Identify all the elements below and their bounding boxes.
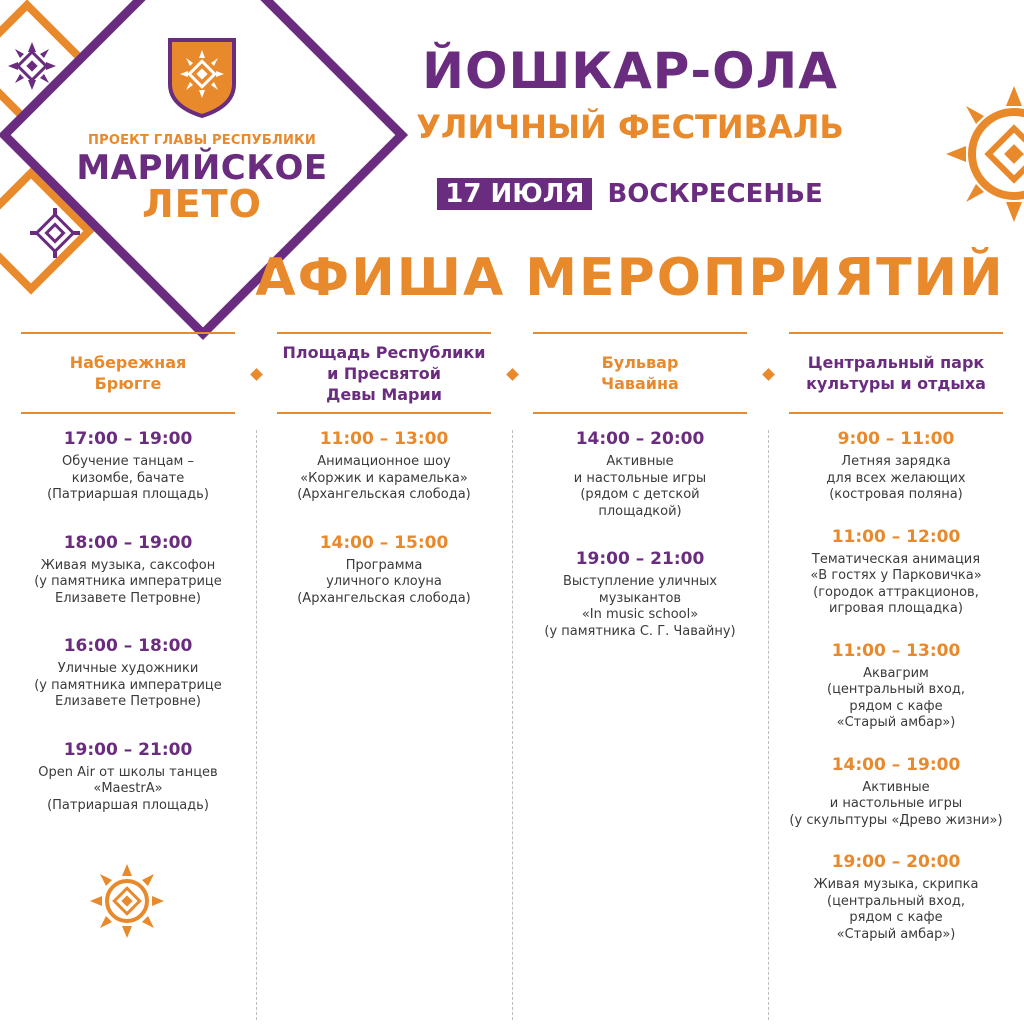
venue-title: [277, 332, 491, 414]
event-time: 14:00 – 20:00: [575, 429, 705, 449]
event-item: [21, 635, 235, 711]
event-time: 19:00 – 20:00: [831, 852, 961, 872]
venue-title: [533, 332, 747, 414]
sun-ornament-icon: [944, 84, 1024, 224]
logo-title-line2: ЛЕТО: [142, 182, 262, 226]
event-item: [789, 526, 1003, 618]
event-time: 9:00 – 11:00: [837, 429, 955, 449]
event-description: Open Air от школы танцев «MaestrA» (Патриаршая площадь): [38, 764, 218, 813]
logo-caption: ПРОЕКТ ГЛАВЫ РЕСПУБЛИКИ: [88, 133, 316, 148]
event-time: 11:00 – 12:00: [831, 526, 961, 547]
event-item: [533, 428, 747, 520]
event-item: [533, 548, 747, 640]
weekday-label: ВОСКРЕСЕНЬЕ: [607, 179, 823, 209]
event-item: [789, 640, 1003, 732]
event-time: 11:00 – 13:00: [831, 640, 961, 661]
festival-subtitle: УЛИЧНЫЙ ФЕСТИВАЛЬ: [416, 108, 844, 146]
venue-title-text: Бульвар Чавайна: [601, 353, 679, 393]
event-time: 14:00 – 15:00: [319, 532, 449, 553]
venue-column: [789, 332, 1003, 943]
column-divider: [768, 430, 769, 1020]
event-description: Живая музыка, скрипка (центральный вход, рядом с кафе «Старый амбар»): [813, 877, 979, 942]
logo-title-line1: МАРИЙСКОЕ: [76, 148, 328, 188]
event-description: Уличные художники (у памятника императрице Елизавете Петровне): [34, 661, 222, 709]
event-item: [789, 428, 1003, 504]
event-time: 17:00 – 19:00: [63, 429, 193, 449]
ornament-icon: [6, 40, 58, 92]
venue-column: [21, 332, 235, 814]
event-description: Активные и настольные игры (у скульптуры «Древо жизни»): [789, 779, 1003, 828]
event-description: Активные и настольные игры (рядом с детской площадкой): [573, 454, 707, 519]
event-item: [277, 428, 491, 504]
venue-title: [21, 332, 235, 414]
venue-column: [277, 332, 491, 607]
venue-column: [533, 332, 747, 640]
column-divider: [512, 430, 513, 1020]
event-item: [789, 851, 1003, 943]
column-divider: [256, 430, 257, 1020]
event-description: Живая музыка, саксофон (у памятника императрице Елизавете Петровне): [34, 557, 222, 606]
event-description: Анимационное шоу «Коржик и карамелька» (Архангельская слобода): [297, 454, 471, 502]
event-description: Выступление уличных музыкантов «In music school» (у памятника С. Г. Чавайну): [544, 574, 736, 639]
divider-diamond-icon: [250, 368, 263, 381]
sun-ornament-icon: [88, 862, 166, 940]
divider-diamond-icon: [506, 368, 519, 381]
date-row: [400, 178, 860, 210]
event-time: 19:00 – 21:00: [575, 549, 705, 569]
event-description: Тематическая анимация «В гостях у Парковичка» (городок аттракционов, игровая площадка): [810, 551, 982, 616]
venue-title: [789, 332, 1003, 414]
event-item: [21, 532, 235, 608]
venue-title-text: Центральный парк культуры и отдыха: [806, 353, 986, 393]
event-item: [277, 532, 491, 608]
divider-diamond-icon: [762, 368, 775, 381]
event-description: Аквагрим (центральный вход, рядом с кафе «Старый амбар»): [827, 665, 965, 730]
event-time: 14:00 – 19:00: [831, 754, 961, 775]
event-description: Обучение танцам – кизомбе, бачате (Патриаршая площадь): [47, 454, 209, 502]
date-badge: 17 ИЮЛЯ: [437, 178, 592, 210]
event-description: Программа уличного клоуна (Архангельская слобода): [297, 557, 471, 606]
venue-title-text: Набережная Брюгге: [69, 353, 187, 393]
city-title: ЙОШКАР-ОЛА: [422, 42, 838, 100]
afisha-heading: АФИША МЕРОПРИЯТИЙ: [255, 248, 1005, 308]
event-description: Летняя зарядка для всех желающих (костровая поляна): [826, 454, 966, 502]
event-time: 18:00 – 19:00: [63, 532, 193, 553]
shield-emblem-icon: [166, 36, 238, 118]
venue-title-text: Площадь Республики и Пресвятой Девы Марии: [282, 342, 486, 404]
event-item: [21, 739, 235, 815]
event-time: 11:00 – 13:00: [319, 429, 449, 449]
event-time: 19:00 – 21:00: [63, 739, 193, 760]
event-item: [789, 754, 1003, 830]
event-time: 16:00 – 18:00: [63, 636, 193, 656]
event-item: [21, 428, 235, 504]
